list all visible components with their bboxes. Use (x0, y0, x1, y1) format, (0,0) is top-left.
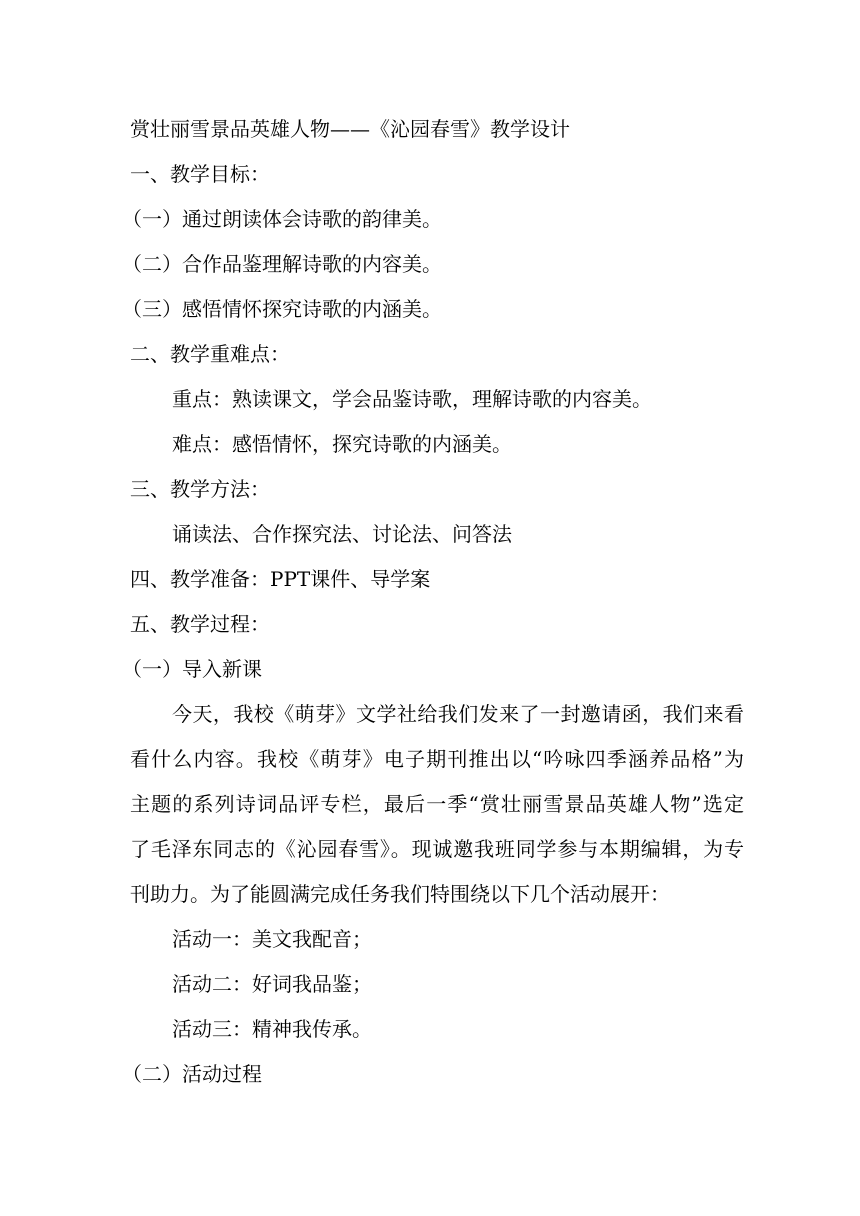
prep-line: 四、教学准备：PPT课件、导学案 (130, 567, 431, 591)
difficult-point: 难点：感悟情怀，探究诗歌的内涵美。 (172, 432, 512, 456)
goals-heading: 一、教学目标： (130, 162, 270, 186)
activity-2: 活动二：好词我品鉴； (172, 972, 372, 996)
activity-3: 活动三：精神我传承。 (172, 1017, 372, 1041)
key-point: 重点：熟读课文，学会品鉴诗歌，理解诗歌的内容美。 (172, 387, 652, 411)
document-title: 赏壮丽雪景品英雄人物——《沁园春雪》教学设计 (130, 117, 570, 141)
method-heading: 三、教学方法： (130, 477, 270, 501)
intro-para-line-1: 今天，我校《萌芽》文学社给我们发来了一封邀请函，我们来看 (172, 702, 744, 726)
methods-text: 诵读法、合作探究法、讨论法、问答法 (172, 522, 512, 546)
goal-1: （一）通过朗读体会诗歌的韵律美。 (122, 207, 442, 231)
goal-3: （三）感悟情怀探究诗歌的内涵美。 (122, 297, 442, 321)
activity-heading: （二）活动过程 (122, 1062, 262, 1086)
intro-para-line-4: 了毛泽东同志的《沁园春雪》。现诚邀我班同学参与本期编辑，为专 (130, 837, 744, 861)
intro-heading: （一）导入新课 (122, 657, 262, 681)
intro-para-line-3: 主题的系列诗词品评专栏，最后一季“赏壮丽雪景品英雄人物”选定 (130, 792, 744, 816)
goal-2: （二）合作品鉴理解诗歌的内容美。 (122, 252, 442, 276)
intro-para-line-5: 刊助力。为了能圆满完成任务我们特围绕以下几个活动展开： (130, 882, 670, 906)
process-heading: 五、教学过程： (130, 612, 270, 636)
activity-1: 活动一：美文我配音； (172, 927, 372, 951)
intro-para-line-2: 看什么内容。我校《萌芽》电子期刊推出以“吟咏四季涵养品格”为 (130, 747, 744, 771)
key-heading: 二、教学重难点： (130, 342, 290, 366)
